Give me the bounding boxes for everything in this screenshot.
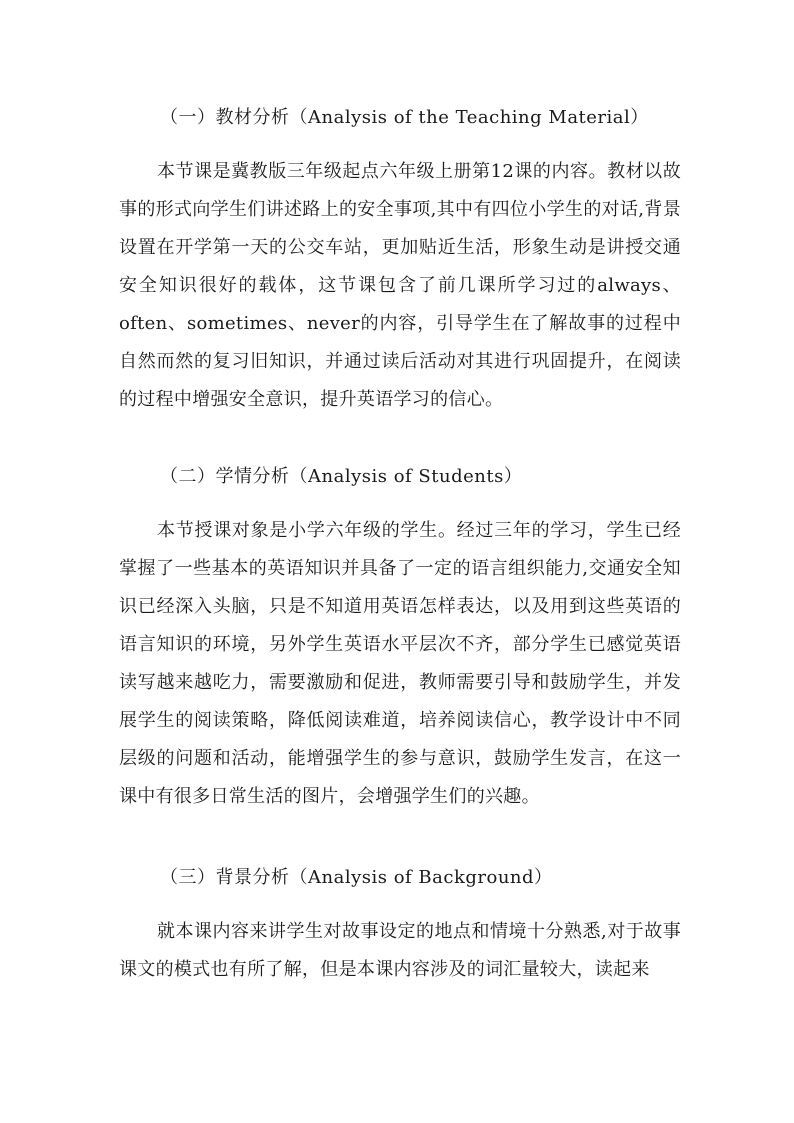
section-heading-teaching-material: （一）教材分析（Analysis of the Teaching Material） bbox=[160, 107, 649, 128]
section-heading-students: （二）学情分析（Analysis of Students） bbox=[160, 466, 523, 487]
section-heading-background: （三）背景分析（Analysis of Background） bbox=[160, 867, 553, 888]
section-body-background: 就本课内容来讲学生对故事设定的地点和情境十分熟悉,对于故事课文的模式也有所了解，但是本课内容涉及的词汇量较大，读起来 bbox=[119, 921, 681, 980]
section-body-teaching-material: 本节课是冀教版三年级起点六年级上册第12课的内容。教材以故事的形式向学生们讲述路上的安全事项,其中有四位小学生的对话,背景设置在开学第一天的公交车站，更加贴近生活，形象生动是讲授交通安全知识很好的载体，这节课包含了前几课所学习过的always、often、sometimes、never的内容，引导学生在了解故事的过程中自然而然的复习旧知识，并通过读后活动对其进行巩固提升，在阅读的过程中增强安全意识，提升英语学习的信心。 bbox=[119, 161, 681, 410]
section-body-students: 本节授课对象是小学六年级的学生。经过三年的学习，学生已经掌握了一些基本的英语知识并具备了一定的语言组织能力,交通安全知识已经深入头脑，只是不知道用英语怎样表达，以及用到这些英语的语言知识的环境，另外学生英语水平层次不齐，部分学生已感觉英语读写越来越吃力，需要激励和促进，教师需要引导和鼓励学生，并发展学生的阅读策略，降低阅读难道，培养阅读信心，教学设计中不同层级的问题和活动，能增强学生的参与意识，鼓励学生发言，在这一课中有很多日常生活的图片，会增强学生们的兴趣。 bbox=[119, 520, 681, 807]
